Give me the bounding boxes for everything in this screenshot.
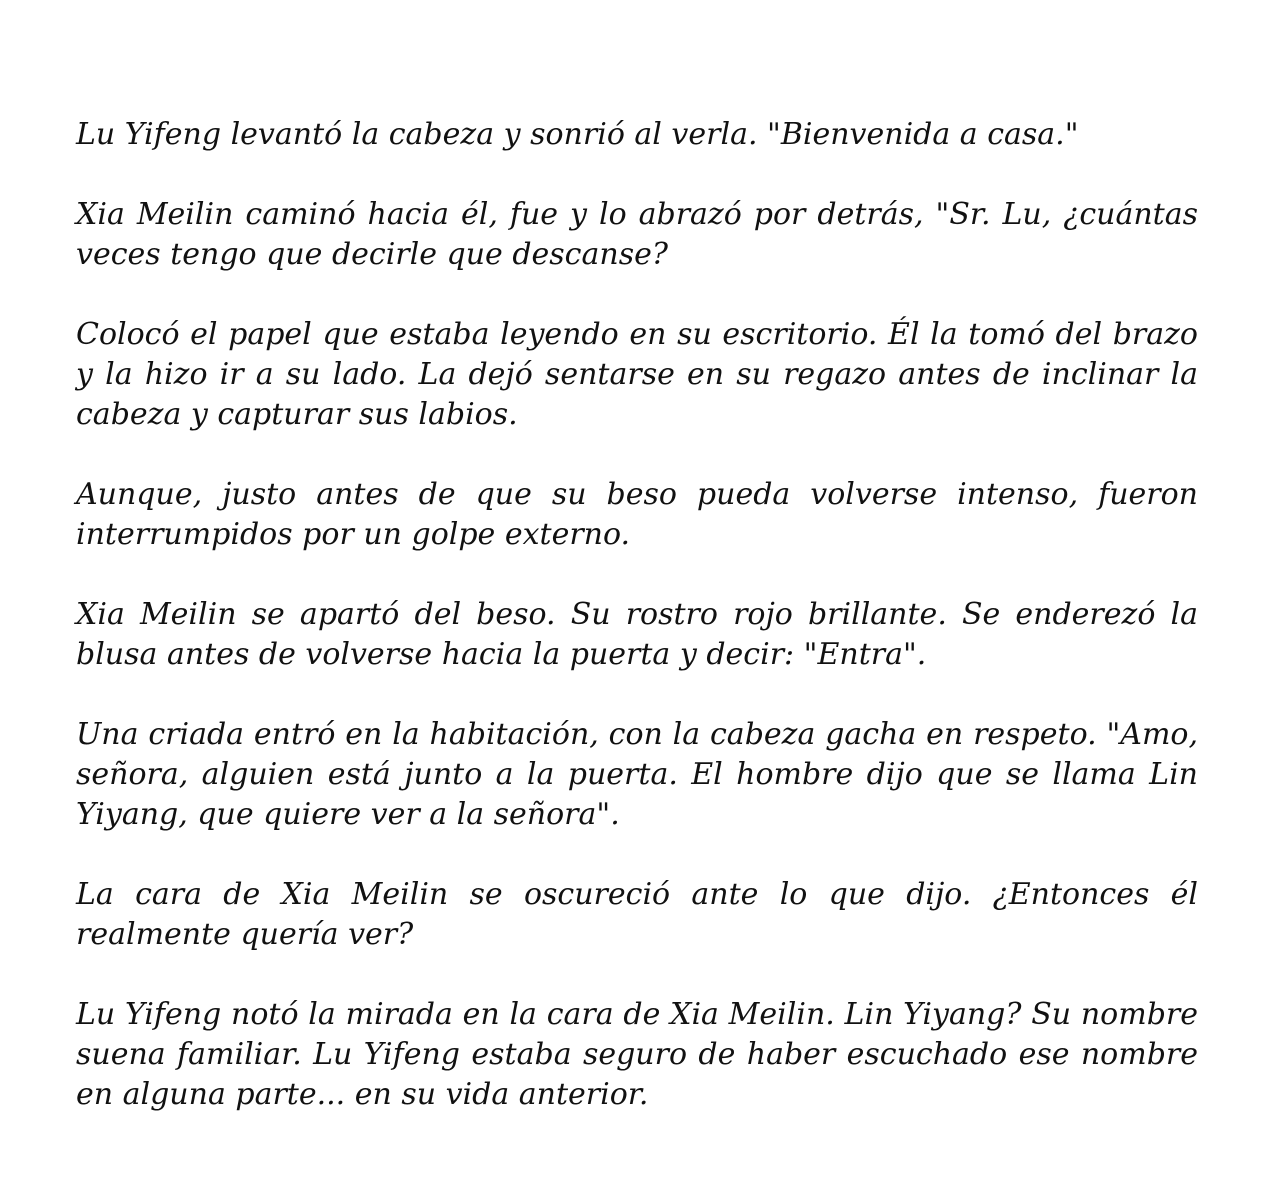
paragraph: Lu Yifeng levantó la cabeza y sonrió al verla. "Bienvenida a casa." [76, 117, 1079, 152]
paragraph: Xia Meilin caminó hacia él, fue y lo abrazó por detrás, "Sr. Lu, ¿cuántas veces tengo que decirle que descanse? [76, 197, 1198, 272]
paragraph: Xia Meilin se apartó del beso. Su rostro rojo brillante. Se enderezó la blusa antes de volverse hacia la puerta y decir: "Entra". [76, 597, 1198, 672]
paragraph: Aunque, justo antes de que su beso pueda volverse intenso, fueron interrumpidos por un golpe externo. [76, 477, 1198, 552]
paragraph: Una criada entró en la habitación, con la cabeza gacha en respeto. "Amo, señora, alguien está junto a la puerta. El hombre dijo que se llama Lin Yiyang, que quiere ver a la señora". [76, 717, 1198, 832]
paragraph: Lu Yifeng notó la mirada en la cara de Xia Meilin. Lin Yiyang? Su nombre suena familiar. Lu Yifeng estaba seguro de haber escuchado ese nombre en alguna parte... en su vida anterior. [76, 997, 1198, 1112]
paragraph: La cara de Xia Meilin se oscureció ante lo que dijo. ¿Entonces él realmente quería ver? [76, 877, 1198, 952]
paragraph: Colocó el papel que estaba leyendo en su escritorio. Él la tomó del brazo y la hizo ir a su lado. La dejó sentarse en su regazo antes de inclinar la cabeza y capturar sus labios. [76, 317, 1198, 432]
document-body [76, 115, 1198, 1115]
